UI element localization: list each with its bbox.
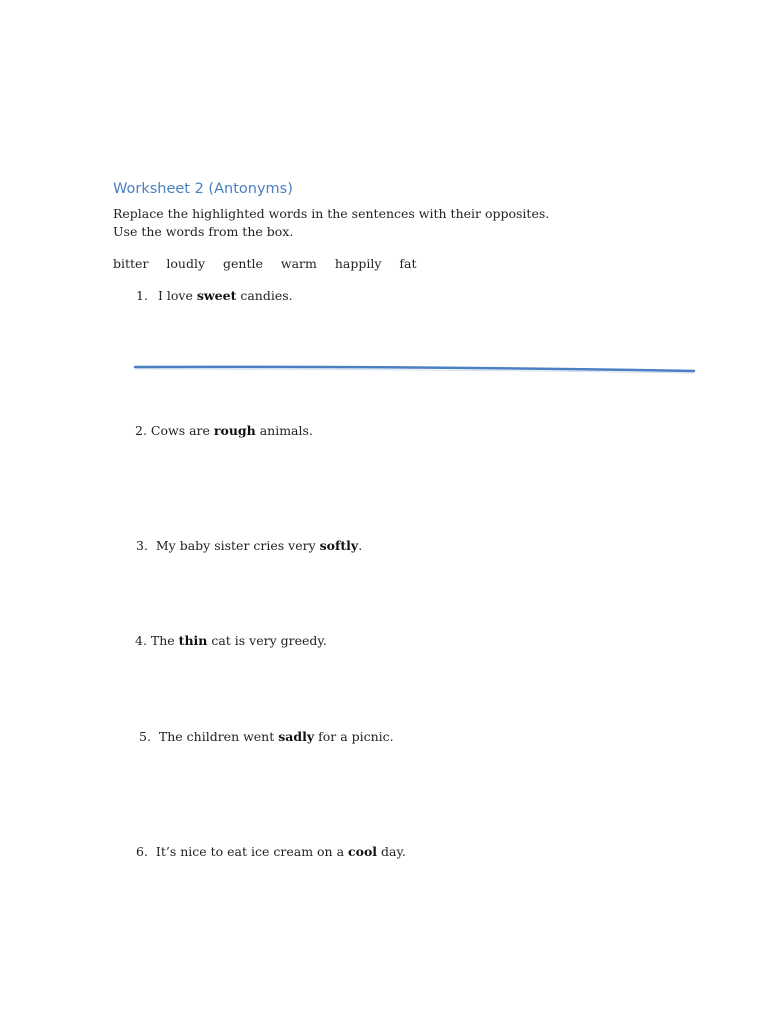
- question-text: My baby sister cries very: [147, 538, 320, 553]
- question-text: .: [358, 538, 363, 553]
- instruction-line-1: Replace the highlighted words in the sentences with their opposites.: [113, 206, 550, 221]
- question-text: for a picnic.: [314, 729, 394, 744]
- highlighted-word: rough: [213, 423, 256, 438]
- word-box-item: bitter: [113, 256, 149, 271]
- question-number: 1.: [136, 288, 148, 303]
- word-box-item: warm: [280, 256, 317, 271]
- question-text: Cows are: [146, 423, 214, 438]
- word-box-item: gentle: [223, 256, 263, 271]
- question-text: day.: [377, 844, 406, 859]
- question-2: [135, 423, 313, 438]
- highlighted-word: sadly: [278, 729, 315, 744]
- word-box-item: loudly: [166, 256, 206, 271]
- word-box-item: happily: [334, 256, 382, 271]
- highlighted-word: cool: [348, 844, 378, 859]
- question-4: [135, 633, 327, 648]
- question-text: candies.: [236, 288, 293, 303]
- word-box: [113, 256, 431, 271]
- question-6: [136, 844, 406, 859]
- highlighted-word: thin: [178, 633, 208, 648]
- instruction-line-2: Use the words from the box.: [113, 224, 294, 239]
- question-number: 3.: [136, 538, 148, 553]
- highlighted-word: sweet: [196, 288, 237, 303]
- question-5: [139, 729, 394, 744]
- question-number: 2.: [135, 423, 147, 438]
- question-text: It’s nice to eat ice cream on a: [147, 844, 348, 859]
- question-3: [136, 538, 362, 553]
- question-text: I love: [158, 288, 197, 303]
- highlighted-word: softly: [319, 538, 359, 553]
- question-number: 6.: [136, 844, 148, 859]
- question-text: The: [146, 633, 179, 648]
- question-text: The children went: [150, 729, 279, 744]
- question-number: 4.: [135, 633, 147, 648]
- question-number: 5.: [139, 729, 151, 744]
- worksheet-title: Worksheet 2 (Antonyms): [113, 181, 293, 197]
- question-text: cat is very greedy.: [207, 633, 327, 648]
- question-1: [136, 288, 293, 303]
- word-box-item: fat: [399, 256, 417, 271]
- answer-line: [130, 360, 700, 380]
- question-text: animals.: [255, 423, 313, 438]
